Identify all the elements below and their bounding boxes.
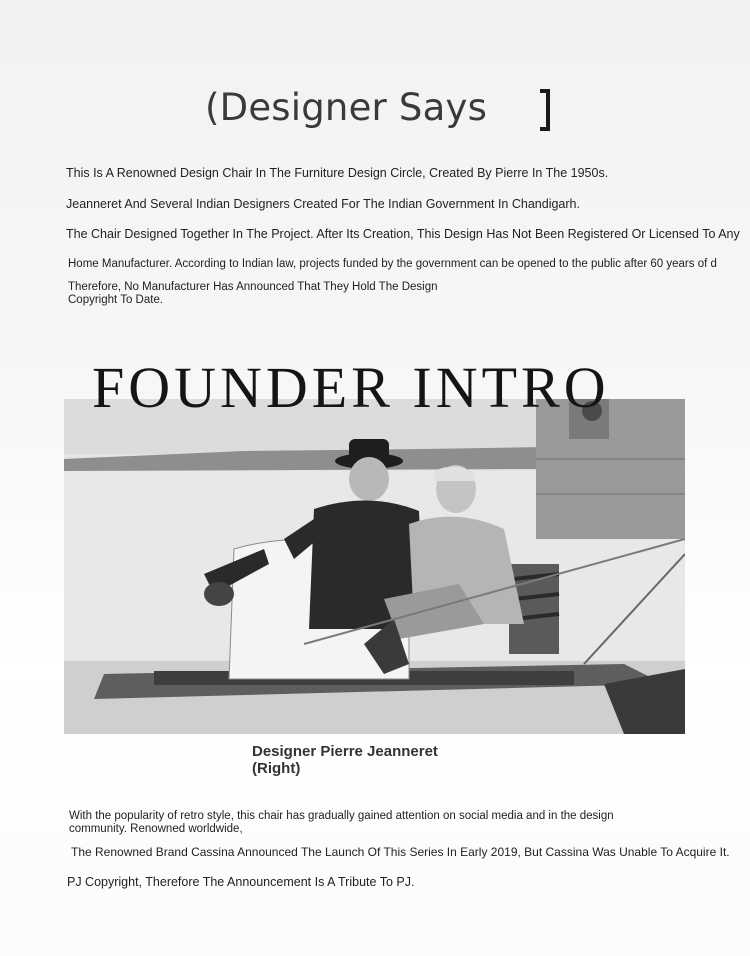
section-heading: (Designer Says: [205, 86, 488, 129]
photo-caption: [252, 743, 438, 777]
intro-line-1: This Is A Renowned Design Chair In The Furniture Design Circle, Created By Pierre In The 1950s.: [66, 166, 609, 180]
body-line-4: PJ Copyright, Therefore The Announcement Is A Tribute To PJ.: [67, 875, 415, 889]
intro-line-2: Jeanneret And Several Indian Designers Created For The Indian Government In Chandigarh.: [66, 197, 580, 211]
intro-line-6: Copyright To Date.: [68, 294, 164, 306]
caption-line-2: (Right): [252, 760, 301, 777]
intro-line-5: Therefore, No Manufacturer Has Announced That They Hold The Design: [68, 281, 438, 293]
designers-photo: [64, 399, 685, 734]
body-line-2: community. Renowned worldwide,: [69, 823, 243, 835]
intro-line-4: Home Manufacturer. According to Indian law, projects funded by the government can be opened to the public after 60 years of d: [68, 258, 717, 270]
intro-line-3: The Chair Designed Together In The Project. After Its Creation, This Design Has Not Been Registered Or Licensed To Any: [66, 227, 740, 241]
founder-intro-title: FOUNDER INTRO: [92, 355, 610, 420]
body-line-1: With the popularity of retro style, this chair has gradually gained attention on social media and in the design: [69, 810, 614, 822]
photo-illustration: [64, 399, 685, 734]
caption-line-1: Designer Pierre Jeanneret: [252, 743, 438, 760]
body-line-3: The Renowned Brand Cassina Announced The Launch Of This Series In Early 2019, But Cassina Was Unable To Acquire It.: [71, 845, 730, 859]
closing-bracket-icon: [540, 89, 552, 131]
